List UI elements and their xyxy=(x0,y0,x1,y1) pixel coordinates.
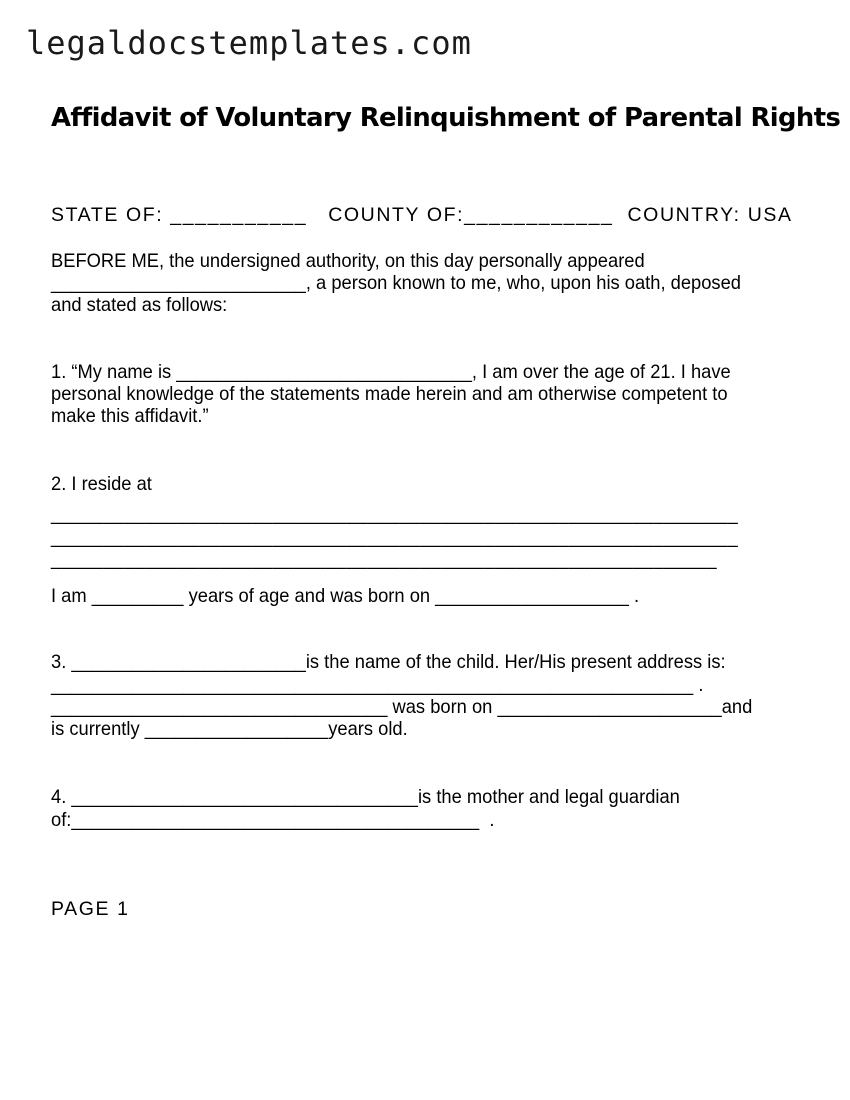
item-2-address-blank-3: _______________________________________________________________ xyxy=(51,548,717,570)
intro-line-3: and stated as follows: xyxy=(51,294,228,316)
document-title: Affidavit of Voluntary Relinquishment of Parental Rights xyxy=(51,103,841,133)
intro-line-2: _________________________, a person known to me, who, upon his oath, deposed xyxy=(51,272,741,294)
page-number: PAGE 1 xyxy=(51,898,130,920)
item-1-line-2: personal knowledge of the statements made herein and am otherwise competent to xyxy=(51,383,728,405)
item-2-address-blank-1: _________________________________________________________________ xyxy=(51,503,739,525)
item-2-line-1: 2. I reside at xyxy=(51,473,152,495)
item-2-address-blank-2: _________________________________________________________________ xyxy=(51,526,739,548)
item-1-line-1: 1. “My name is _____________________________, I am over the age of 21. I have xyxy=(51,361,731,383)
item-3-line-4: is currently __________________years old. xyxy=(51,718,408,740)
item-2-age-line: I am _________ years of age and was born on ___________________ . xyxy=(51,585,640,607)
site-watermark: legaldocstemplates.com xyxy=(26,24,472,62)
item-3-line-1: 3. _______________________is the name of the child. Her/His present address is: xyxy=(51,651,726,673)
item-1-line-3: make this affidavit.” xyxy=(51,405,209,427)
item-3-line-2: _______________________________________________________________ . xyxy=(51,674,704,696)
item-3-line-3: _________________________________ was born on ______________________and xyxy=(51,696,753,718)
item-4-line-2: of:________________________________________ . xyxy=(51,809,495,831)
intro-line-1: BEFORE ME, the undersigned authority, on this day personally appeared xyxy=(51,250,645,272)
location-line: STATE OF: ___________ COUNTY OF:____________ COUNTRY: USA xyxy=(51,204,793,226)
item-4-line-1: 4. __________________________________is the mother and legal guardian xyxy=(51,786,680,808)
